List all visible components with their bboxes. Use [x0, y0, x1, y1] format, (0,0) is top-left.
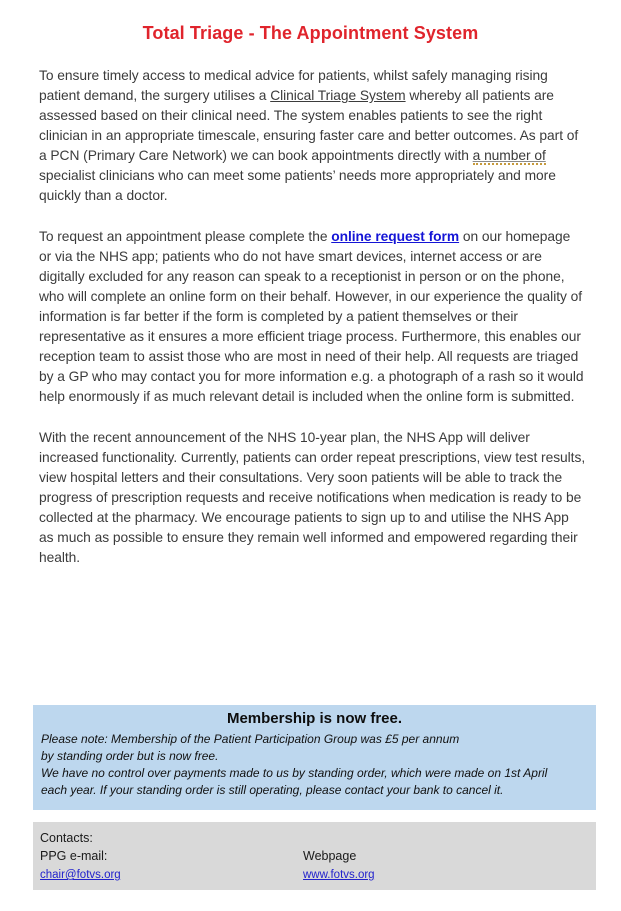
- clinical-triage-system-underlined-text: Clinical Triage System: [270, 88, 406, 103]
- membership-note-line-2: by standing order but is now free.: [41, 749, 219, 763]
- ppg-email-label: PPG e-mail:: [40, 849, 108, 863]
- paragraph-2: To request an appointment please complete the online request form on our homepage or via the NHS app; patients who do not have smart devices, internet access or are digitally excluded for any reason can speak to a receptionist in person or on the phone, who will complete an online form on their behalf. However, in our experience the quality of information is far better if the form is completed by a patient themselves or their representative as it ensures a more efficient triage process. Furthermore, this enables our reception team to assist those who are most in need of their help. All requests are triaged by a GP who may contact you for more information e.g. a photograph of a rash so it would help enormously if as much relevant detail is included when the online form is submitted.: [39, 229, 584, 404]
- membership-notes: [41, 731, 588, 799]
- online-request-form-link[interactable]: online request form: [331, 229, 460, 244]
- membership-note-line-3: We have no control over payments made to us by standing order, which were made on 1st April: [41, 766, 548, 780]
- page-title: Total Triage - The Appointment System: [142, 23, 479, 43]
- membership-notice-box: [33, 705, 596, 810]
- paragraph-3: With the recent announcement of the NHS 10-year plan, the NHS App will deliver increased functionality. Currently, patients can order repeat prescriptions, view test results, view hospital letters and their consultations. Very soon patients will be able to track the progress of prescription requests and receive notifications when medication is ready to be collected at the pharmacy. We encourage patients to sign up to and utilise the NHS App as much as possible to ensure they remain well informed and empowered regarding their health.: [39, 430, 586, 565]
- editor-suggestion-phrase: a number of: [472, 148, 546, 163]
- contacts-right-column: [303, 829, 375, 890]
- ppg-email-link[interactable]: chair@fotvs.org: [40, 869, 121, 881]
- contacts-heading: Contacts:: [40, 831, 93, 845]
- webpage-link[interactable]: www.fotvs.org: [303, 869, 375, 881]
- membership-note-line-1: Please note: Membership of the Patient Participation Group was £5 per annum: [41, 732, 460, 746]
- contacts-box: [33, 822, 596, 890]
- contacts-left-column: [40, 829, 303, 890]
- article-body: [39, 66, 586, 589]
- webpage-label: Webpage: [303, 849, 357, 863]
- membership-heading: Membership is now free.: [226, 710, 403, 727]
- paragraph-1: To ensure timely access to medical advice for patients, whilst safely managing rising patient demand, the surgery utilises a Clinical Triage System whereby all patients are assessed based on their clinical need. The system enables patients to see the right clinician in an appropriate timescale, ensuring faster care and better outcomes. As part of a PCN (Primary Care Network) we can book appointments directly with a number of specialist clinicians who can meet some patients’ needs more appropriately and more quickly than a doctor.: [39, 68, 579, 203]
- membership-note-line-4: each year. If your standing order is still operating, please contact your bank to cancel it.: [41, 783, 504, 797]
